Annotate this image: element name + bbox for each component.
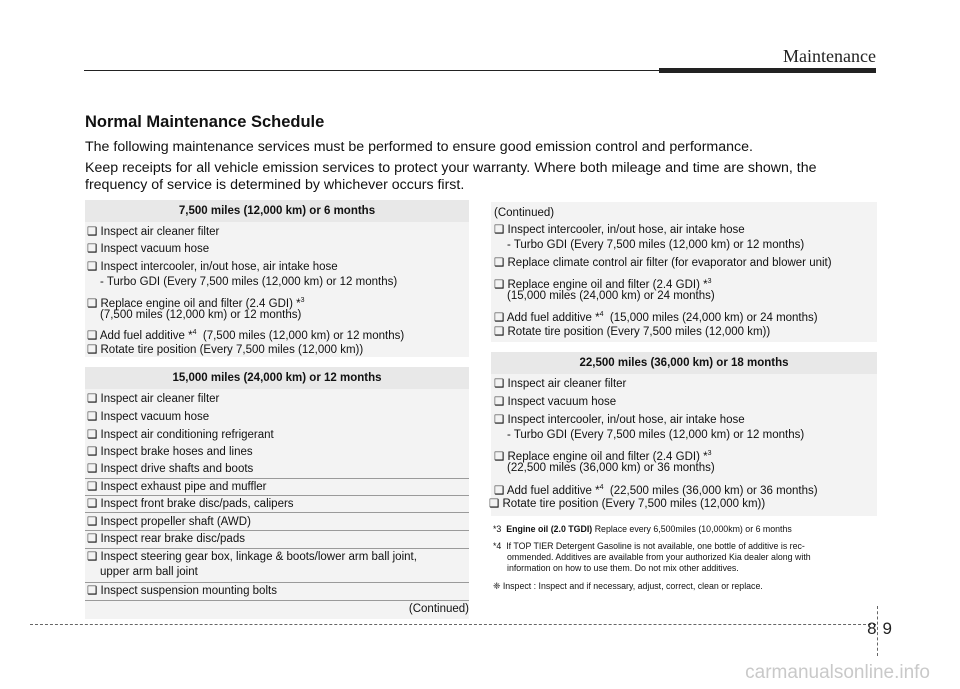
section-title: Normal Maintenance Schedule	[85, 113, 325, 131]
list-item: ❑ Rotate tire position (Every 7,500 miles (12,000 km))	[494, 326, 771, 338]
page-number: 89	[867, 619, 898, 638]
item-text: (22,500 miles (36,000 km) or 36 months)	[609, 484, 818, 497]
schedule-heading-22500: 22,500 miles (36,000 km) or 18 months	[491, 352, 877, 374]
list-item: ❑ Inspect air cleaner filter	[87, 226, 220, 238]
list-item: ❑ Inspect intercooler, in/out hose, air intake hose	[494, 224, 745, 236]
list-item	[494, 480, 818, 499]
item-text: ❑ Replace engine oil and filter (2.4 GDI) *	[494, 278, 708, 291]
footnote-ref: 3	[707, 278, 712, 285]
list-item: ❑ Inspect suspension mounting bolts	[87, 585, 277, 597]
item-text: (7,500 miles (12,000 km) or 12 months)	[202, 329, 405, 342]
continued-label: (Continued)	[408, 603, 469, 615]
schedule-heading-7500: 7,500 miles (12,000 km) or 6 months	[85, 200, 469, 222]
list-item: ❑ Inspect front brake disc/pads, calipers	[87, 498, 294, 510]
intro-paragraph-2	[85, 160, 880, 194]
footnote-mark: *3	[493, 524, 502, 534]
footnote-ref: 3	[707, 450, 712, 457]
divider	[85, 495, 469, 496]
item-text: (15,000 miles (24,000 km) or 24 months)	[609, 311, 818, 324]
footer-rule	[30, 624, 876, 625]
footnote-ref: 4	[599, 311, 604, 318]
schedule-heading-15000: 15,000 miles (24,000 km) or 12 months	[85, 367, 469, 389]
list-item: ❑ Inspect propeller shaft (AWD)	[87, 516, 251, 528]
divider	[85, 548, 469, 549]
item-text: ❑ Add fuel additive *	[87, 329, 193, 342]
footnote-4	[493, 541, 878, 574]
list-item-detail: - Turbo GDI (Every 7,500 miles (12,000 km) or 12 months)	[507, 239, 805, 251]
list-item-detail: upper arm ball joint	[100, 566, 198, 578]
item-text: ❑ Add fuel additive *	[494, 484, 600, 497]
divider	[85, 600, 469, 601]
divider	[85, 478, 469, 479]
footnote-ref: 4	[599, 484, 604, 491]
list-item: ❑ Rotate tire position (Every 7,500 miles (12,000 km))	[489, 498, 766, 510]
list-item: ❑ Inspect brake hoses and lines	[87, 446, 253, 458]
list-item	[494, 307, 818, 326]
list-item: ❑ Replace climate control air filter (for evaporator and blower unit)	[494, 257, 832, 269]
header-rule-bold	[659, 68, 876, 73]
footnote-ref: 3	[300, 297, 305, 304]
list-item: ❑ Rotate tire position (Every 7,500 miles (12,000 km))	[87, 344, 364, 356]
chapter-title: Maintenance	[783, 46, 876, 66]
list-item: ❑ Inspect intercooler, in/out hose, air intake hose	[87, 261, 338, 273]
list-item: ❑ Inspect air conditioning refrigerant	[87, 429, 274, 441]
list-item-detail: - Turbo GDI (Every 7,500 miles (12,000 km) or 12 months)	[507, 429, 805, 441]
watermark: carmanualsonline.info	[745, 662, 930, 683]
inspect-note: ❈ Inspect : Inspect and if necessary, adjust, correct, clean or replace.	[493, 581, 763, 591]
list-item: ❑ Inspect steering gear box, linkage & boots/lower arm ball joint,	[87, 551, 417, 563]
divider	[85, 512, 469, 513]
header-rule	[84, 70, 659, 71]
footnote-line	[493, 541, 878, 552]
item-text: ❑ Replace engine oil and filter (2.4 GDI) *	[494, 450, 708, 463]
intro-line: Keep receipts for all vehicle emission services to protect your warranty. Where both mileage and time are shown, the	[85, 160, 817, 176]
footnote-text: Replace every 6,500miles (10,000km) or 6 months	[594, 524, 792, 534]
footnote-label: Engine oil (2.0 TGDI)	[506, 524, 593, 534]
list-item: ❑ Inspect intercooler, in/out hose, air intake hose	[494, 414, 745, 426]
list-item-detail: - Turbo GDI (Every 7,500 miles (12,000 km) or 12 months)	[100, 276, 398, 288]
list-item-detail: (7,500 miles (12,000 km) or 12 months)	[100, 309, 302, 321]
list-item-detail: (22,500 miles (36,000 km) or 36 months)	[507, 462, 715, 474]
list-item: ❑ Inspect drive shafts and boots	[87, 463, 254, 475]
footnote-line: information on how to use them. Do not mix other additives.	[507, 563, 739, 573]
item-text: ❑ Add fuel additive *	[494, 311, 600, 324]
continued-label: (Continued)	[494, 207, 555, 219]
list-item: ❑ Inspect vacuum hose	[87, 411, 210, 423]
footnote-3	[493, 524, 878, 535]
list-item: ❑ Inspect exhaust pipe and muffler	[87, 481, 267, 493]
list-item: ❑ Inspect air cleaner filter	[87, 393, 220, 405]
list-item: ❑ Inspect air cleaner filter	[494, 378, 627, 390]
item-text: ❑ Replace engine oil and filter (2.4 GDI) *	[87, 297, 301, 310]
divider	[85, 582, 469, 583]
footnote-text: If TOP TIER Detergent Gasoline is not available, one bottle of additive is rec-	[506, 541, 805, 551]
list-item-detail: (15,000 miles (24,000 km) or 24 months)	[507, 290, 715, 302]
divider	[85, 530, 469, 531]
list-item: ❑ Inspect vacuum hose	[494, 396, 617, 408]
footnote-line: ommended. Additives are available from your authorized Kia dealer along with	[507, 552, 811, 562]
footnote-ref: 4	[192, 329, 197, 336]
list-item: ❑ Inspect rear brake disc/pads	[87, 533, 245, 545]
footnote-mark: *4	[493, 541, 502, 551]
list-item	[87, 325, 404, 344]
list-item: ❑ Inspect vacuum hose	[87, 243, 210, 255]
intro-line: frequency of service is determined by whichever occurs first.	[85, 177, 465, 193]
intro-paragraph-1: The following maintenance services must be performed to ensure good emission control and performance.	[85, 139, 753, 155]
